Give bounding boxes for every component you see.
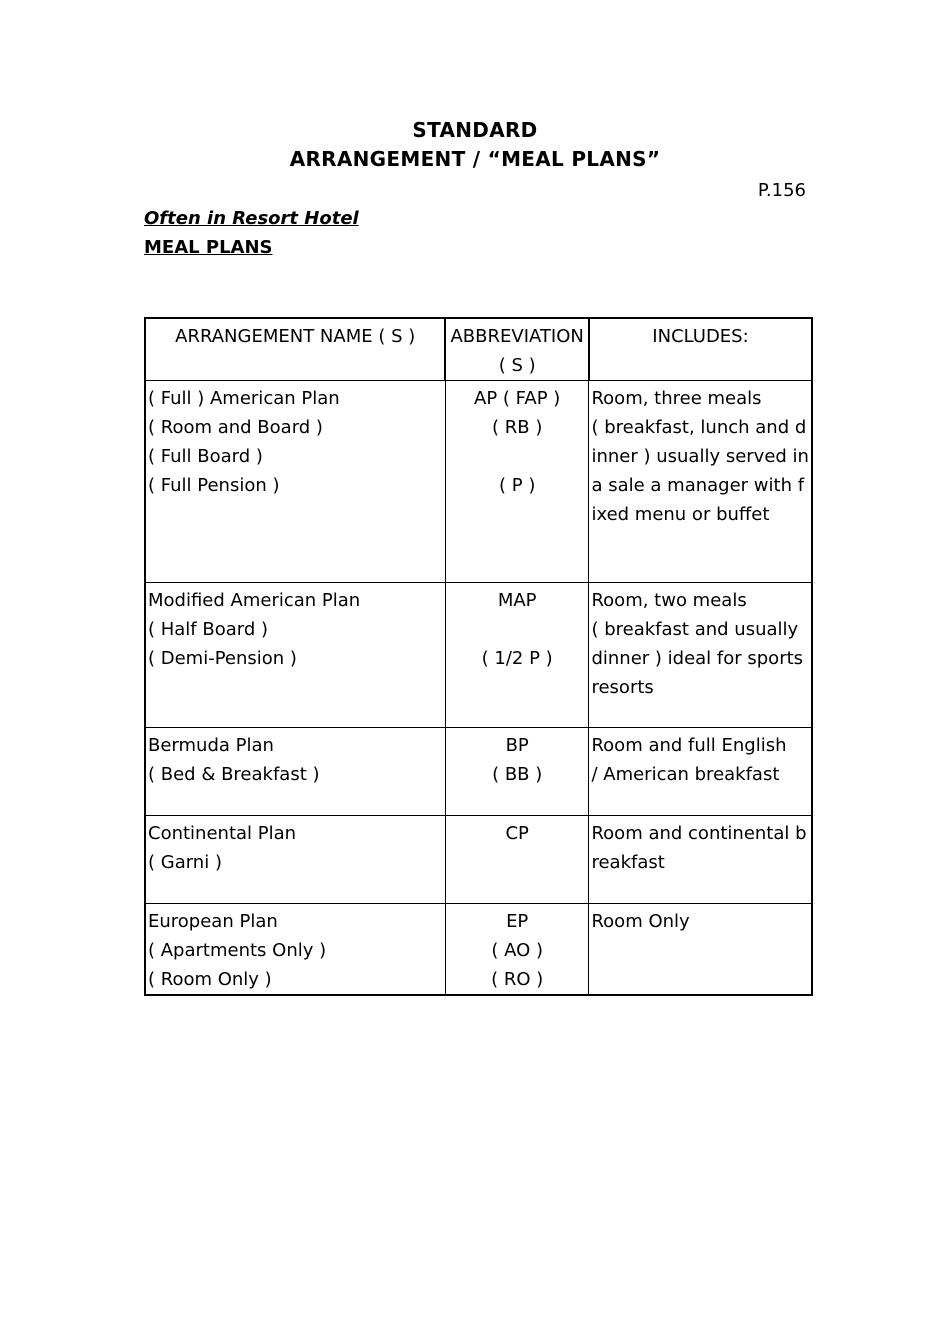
cell-includes: Room and continental breakfast — [589, 816, 812, 904]
header-includes: INCLUDES: — [589, 318, 812, 381]
cell-arrangement-name: European Plan ( Apartments Only ) ( Room Only ) — [145, 904, 445, 996]
cell-abbreviation: EP ( AO ) ( RO ) — [445, 904, 589, 996]
document-title: STANDARD — [412, 118, 538, 142]
cell-arrangement-name: Continental Plan ( Garni ) — [145, 816, 445, 904]
section-note: Often in Resort Hotel — [144, 208, 359, 229]
table-row — [145, 904, 812, 996]
cell-abbreviation: BP ( BB ) — [445, 728, 589, 816]
header-arrangement-name: ARRANGEMENT NAME ( S ) — [145, 318, 445, 381]
cell-arrangement-name: Bermuda Plan ( Bed & Breakfast ) — [145, 728, 445, 816]
table-row — [145, 816, 812, 904]
meal-plans-table — [144, 317, 813, 996]
cell-includes: Room, two meals ( breakfast and usually dinner ) ideal for sports resorts — [589, 583, 812, 728]
table-row — [145, 728, 812, 816]
cell-abbreviation: MAP ( 1/2 P ) — [445, 583, 589, 728]
cell-arrangement-name: ( Full ) American Plan ( Room and Board ) ( Full Board ) ( Full Pension ) — [145, 381, 445, 583]
table-row — [145, 583, 812, 728]
table-header-row — [145, 318, 812, 381]
page-number: P.156 — [757, 180, 806, 201]
header-abbreviation: ABBREVIATION ( S ) — [445, 318, 589, 381]
cell-abbreviation: AP ( FAP ) ( RB ) ( P ) — [445, 381, 589, 583]
cell-arrangement-name: Modified American Plan ( Half Board ) ( Demi-Pension ) — [145, 583, 445, 728]
cell-includes: Room Only — [589, 904, 812, 996]
cell-abbreviation: CP — [445, 816, 589, 904]
cell-includes: Room and full English / American breakfast — [589, 728, 812, 816]
section-heading: MEAL PLANS — [144, 237, 273, 258]
document-subtitle-heading: ARRANGEMENT / “MEAL PLANS” — [289, 147, 661, 171]
table-row — [145, 381, 812, 583]
cell-includes: Room, three meals ( breakfast, lunch and dinner ) usually served in a sale a manager with fixed menu or buffet — [589, 381, 812, 583]
